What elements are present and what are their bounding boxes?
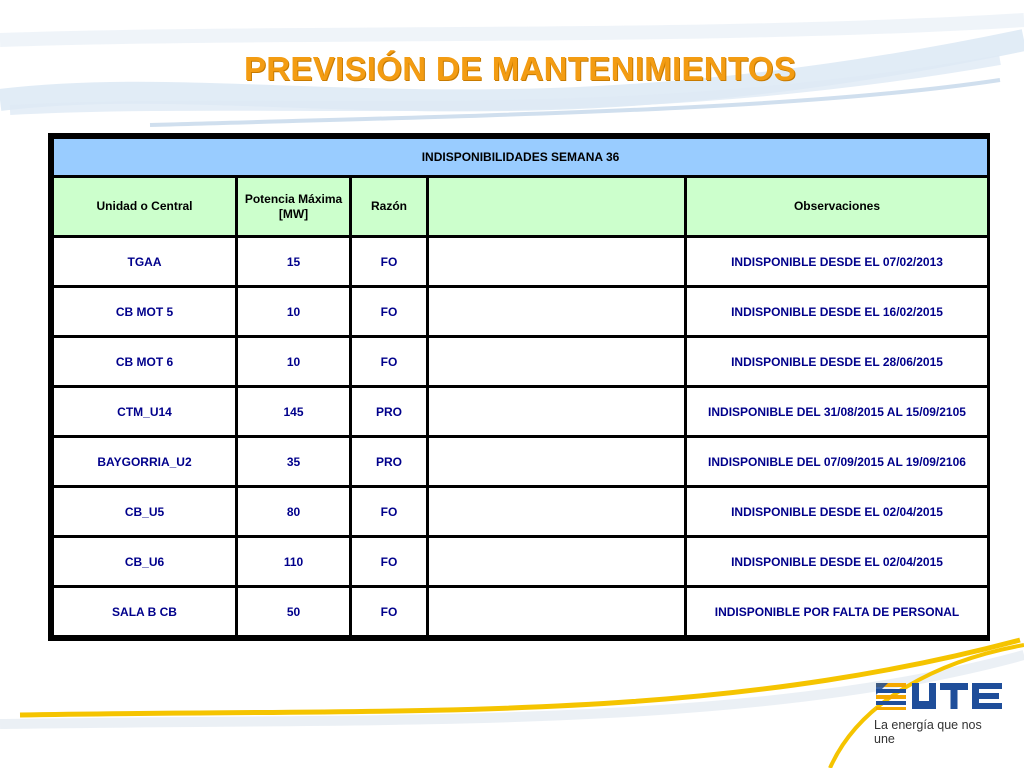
cell-observations: INDISPONIBLE POR FALTA DE PERSONAL <box>687 588 987 635</box>
cell-blank <box>429 588 684 635</box>
table-row <box>54 238 987 285</box>
cell-blank <box>429 288 684 335</box>
cell-blank <box>429 488 684 535</box>
ute-logo <box>874 680 1006 746</box>
cell-observations: INDISPONIBLE DESDE EL 02/04/2015 <box>687 538 987 585</box>
cell-observations: INDISPONIBLE DEL 07/09/2015 AL 19/09/2106 <box>687 438 987 485</box>
cell-observations: INDISPONIBLE DEL 31/08/2015 AL 15/09/2105 <box>687 388 987 435</box>
cell-power: 10 <box>238 338 349 385</box>
cell-power: 80 <box>238 488 349 535</box>
unavailability-table <box>51 136 990 638</box>
cell-blank <box>429 388 684 435</box>
cell-unit: CB_U5 <box>54 488 235 535</box>
column-header-power: Potencia Máxima [MW] <box>238 178 349 235</box>
cell-blank <box>429 238 684 285</box>
cell-blank <box>429 438 684 485</box>
table-row <box>54 538 987 585</box>
cell-unit: CB MOT 6 <box>54 338 235 385</box>
cell-reason: FO <box>352 538 426 585</box>
cell-observations: INDISPONIBLE DESDE EL 16/02/2015 <box>687 288 987 335</box>
cell-power: 15 <box>238 238 349 285</box>
ute-logo-mark-icon <box>874 680 1006 712</box>
cell-unit: TGAA <box>54 238 235 285</box>
cell-reason: PRO <box>352 438 426 485</box>
cell-power: 50 <box>238 588 349 635</box>
cell-power: 10 <box>238 288 349 335</box>
cell-blank <box>429 338 684 385</box>
cell-unit: CB_U6 <box>54 538 235 585</box>
column-header-unit: Unidad o Central <box>54 178 235 235</box>
cell-reason: FO <box>352 288 426 335</box>
table-row <box>54 588 987 635</box>
table-row <box>54 488 987 535</box>
cell-blank <box>429 538 684 585</box>
cell-power: 110 <box>238 538 349 585</box>
cell-reason: PRO <box>352 388 426 435</box>
cell-reason: FO <box>352 488 426 535</box>
cell-unit: CB MOT 5 <box>54 288 235 335</box>
cell-reason: FO <box>352 338 426 385</box>
table-row <box>54 438 987 485</box>
page-title: PREVISIÓN DE MANTENIMIENTOS <box>243 50 797 87</box>
cell-reason: FO <box>352 588 426 635</box>
cell-power: 35 <box>238 438 349 485</box>
cell-observations: INDISPONIBLE DESDE EL 02/04/2015 <box>687 488 987 535</box>
cell-unit: BAYGORRIA_U2 <box>54 438 235 485</box>
cell-observations: INDISPONIBLE DESDE EL 07/02/2013 <box>687 238 987 285</box>
table-caption: INDISPONIBILIDADES SEMANA 36 <box>54 139 987 175</box>
table-row <box>54 338 987 385</box>
column-header-reason: Razón <box>352 178 426 235</box>
column-header-blank <box>429 178 684 235</box>
logo-tagline: La energía que nos une <box>874 718 982 746</box>
cell-unit: SALA B CB <box>54 588 235 635</box>
cell-power: 145 <box>238 388 349 435</box>
table-row <box>54 388 987 435</box>
cell-reason: FO <box>352 238 426 285</box>
column-header-observations: Observaciones <box>687 178 987 235</box>
cell-unit: CTM_U14 <box>54 388 235 435</box>
unavailability-table-frame <box>48 133 990 641</box>
cell-observations: INDISPONIBLE DESDE EL 28/06/2015 <box>687 338 987 385</box>
table-row <box>54 288 987 335</box>
